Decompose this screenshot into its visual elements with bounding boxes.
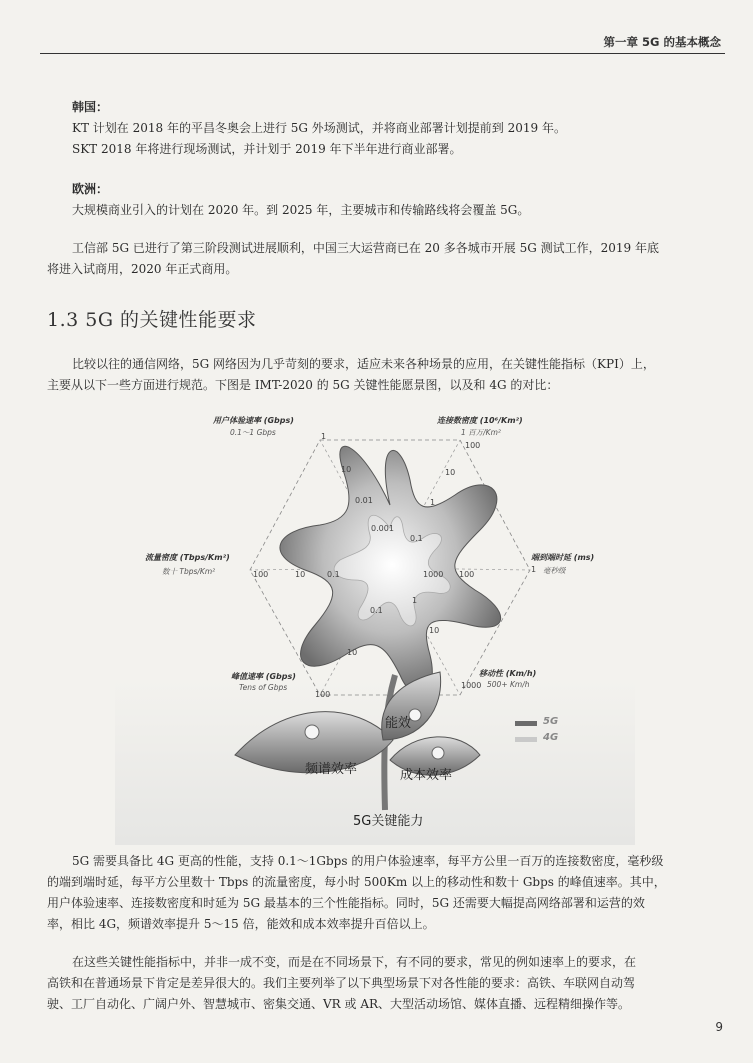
leaf-label-energy: 能效: [385, 716, 412, 731]
axis-label-user-rate: 用户体验速率 (Gbps): [213, 416, 294, 425]
para2-line-1: 5G 需要具备比 4G 更高的性能，支持 0.1～1Gbps 的用户体验速率，每平方公里一百万的连接数密度，毫秒级: [72, 854, 664, 868]
axis-label-mobility: 移动性 (Km/h): [479, 669, 537, 678]
axis-max-traffic-density: 100: [253, 570, 269, 579]
axis-sub-mobility: 500+ Km/h: [487, 680, 530, 689]
tick-label: 0.001: [371, 524, 394, 533]
axis-sub-peak-rate: Tens of Gbps: [239, 683, 288, 692]
para3-line-3: 驶、工厂自动化、广阔户外、智慧城市、密集交通、VR 或 AR、大型活动场馆、媒体直播、远程精细操作等。: [47, 997, 631, 1011]
figure-caption: 5G关键能力: [353, 814, 424, 829]
legend-swatch-5g: [515, 721, 537, 726]
page-number: 9: [715, 1020, 723, 1034]
section-title: 1.3 5G 的关键性能要求: [47, 309, 257, 331]
axis-max-latency: 1: [531, 565, 537, 574]
chapter-title: 第一章 5G 的基本概念: [603, 35, 721, 49]
legend-swatch-4g: [515, 737, 537, 742]
axis-sub-user-rate: 0.1～1 Gbps: [230, 428, 276, 437]
para2-line-4: 率，相比 4G，频谱效率提升 5～15 倍，能效和成本效率提升百倍以上。: [47, 917, 435, 931]
intro-line-1: 比较以往的通信网络，5G 网络因为几乎苛刻的要求，适应未来各种场景的应用，在关键性能指标（KPI）上，: [72, 357, 655, 371]
axis-label-peak-rate: 峰值速率 (Gbps): [231, 672, 296, 681]
tick-label: 0.1: [327, 570, 340, 579]
tick-label: 1: [430, 498, 436, 507]
korea-line-2: SKT 2018 年将进行现场测试，并计划于 2019 年下半年进行商业部署。: [72, 142, 462, 156]
axis-sub-connection-density: 1 百万/Km²: [461, 428, 501, 437]
miit-line-1: 工信部 5G 已进行了第三阶段测试进展顺利，中国三大运营商已在 20 多各城市开展 5G 测试工作，2019 年底: [72, 241, 659, 255]
tick-label: 1000: [423, 570, 444, 579]
axis-max-peak-rate: 100: [315, 690, 331, 699]
intro-line-2: 主要从以下一些方面进行规范。下图是 IMT-2020 的 5G 关键性能愿景图，以及和 4G 的对比：: [47, 378, 559, 392]
tick-label: 10: [341, 465, 352, 474]
axis-label-connection-density: 连接数密度 (10⁶/Km²): [437, 416, 523, 425]
tick-label: 10: [429, 626, 440, 635]
axis-sub-traffic-density: 数十 Tbps/Km²: [162, 567, 216, 576]
kpi-vision-figure: [115, 410, 635, 845]
axis-max-mobility: 1000: [461, 681, 482, 690]
para2-line-3: 用户体验速率、连接数密度和时延为 5G 最基本的三个性能指标。同时，5G 还需要大幅提高网络部署和运营的效: [47, 896, 645, 910]
axis-label-latency: 端到端时延 (ms): [531, 553, 595, 562]
tick-label: 1: [412, 596, 418, 605]
para3-line-1: 在这些关键性能指标中，并非一成不变，而是在不同场景下，有不同的要求，常见的例如速率上的要求，在: [72, 955, 637, 969]
tick-label: 10: [347, 648, 358, 657]
axis-max-user-rate: 1: [321, 432, 327, 441]
legend-label-4g: 4G: [543, 732, 559, 743]
axis-label-traffic-density: 流量密度 (Tbps/Km²): [145, 553, 230, 562]
miit-line-2: 将进入试商用，2020 年正式商用。: [47, 262, 238, 276]
tick-label: 0.1: [370, 606, 383, 615]
axis-sub-latency: 毫秒级: [543, 566, 566, 575]
tick-label: 0.1: [410, 534, 423, 543]
water-droplet: [432, 747, 444, 759]
tick-label: 10: [295, 570, 306, 579]
legend-label-5g: 5G: [543, 716, 559, 727]
axis-max-connection-density: 100: [465, 441, 481, 450]
leaf-label-spectrum: 频谱效率: [305, 762, 358, 777]
tick-label: 10: [445, 468, 456, 477]
europe-label: 欧洲：: [72, 182, 109, 196]
leaf-label-cost: 成本效率: [400, 768, 453, 783]
flower-diagram: [115, 410, 635, 845]
para2-line-2: 的端到端时延，每平方公里数十 Tbps 的流量密度，每小时 500Km 以上的移动性和数十 Gbps 的峰值速率。其中，: [47, 875, 666, 889]
korea-label: 韩国：: [72, 100, 109, 114]
korea-line-1: KT 计划在 2018 年的平昌冬奥会上进行 5G 外场测试，并将商业部署计划提前到 2019 年。: [72, 121, 566, 135]
page-header: [40, 30, 725, 54]
para3-line-2: 高铁和在普通场景下肯定是差异很大的。我们主要列举了以下典型场景下对各性能的要求：高铁、车联网自动驾: [47, 976, 636, 990]
water-droplet: [305, 725, 319, 739]
tick-label: 0.01: [355, 496, 373, 505]
europe-line-1: 大规模商业引入的计划在 2020 年。到 2025 年，主要城市和传输路线将会覆盖 5G。: [72, 203, 530, 217]
tick-label: 100: [459, 570, 475, 579]
